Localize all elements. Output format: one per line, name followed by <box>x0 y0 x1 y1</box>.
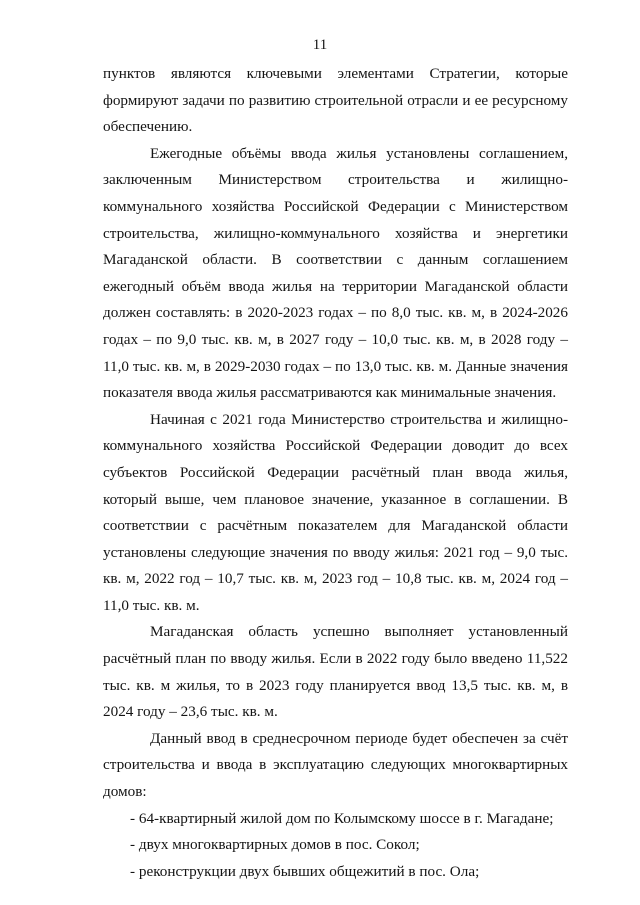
page-number: 11 <box>312 37 328 53</box>
list-item: - реконструкции двух бывших общежитий в пос. Ола; <box>130 862 480 880</box>
paragraph-continuation: пунктов являются ключевыми элементами Стратегии, которые формируют задачи по развитию строительной отрасли и ее ресурсному обеспечению. <box>103 65 568 136</box>
paragraph-plan-fulfillment: Магаданская область успешно выполняет установленный расчётный план по вводу жилья. Если в 2022 году было введено 11,522 тыс. кв. м жилья, то в 2023 году планируется ввод 13,5 тыс. кв. м, в 2024 году – 23,6 тыс. кв. м. <box>103 623 568 721</box>
paragraph-calculated-plan: Начиная с 2021 года Министерство строительства и жилищно-коммунального хозяйства Российской Федерации доводит до всех субъектов Российской Федерации расчётный план ввода жилья, который выше, чем плановое значение, указанное в соглашении. В соответствии с расчётным показателем для Магаданской области установлены следующие значения по вводу жилья: 2021 год – 9,0 тыс. кв. м, 2022 год – 10,7 тыс. кв. м, 2023 год – 10,8 тыс. кв. м, 2024 год – 11,0 тыс. кв. м. <box>103 410 568 614</box>
document-body <box>103 61 568 885</box>
list-item: - 64-квартирный жилой дом по Колымскому шоссе в г. Магадане; <box>130 809 554 827</box>
paragraph-housing-volumes: Ежегодные объёмы ввода жилья установлены соглашением, заключенным Министерством строительства и жилищно-коммунального хозяйства Российской Федерации с Министерством строительства, жилищно-коммунального хозяйства и энергетики Магаданской области. В соответствии с данным соглашением ежегодный объём ввода жилья на территории Магаданской области должен составлять: в 2020-2023 годах – по 8,0 тыс. кв. м, в 2024-2026 годах – по 9,0 тыс. кв. м, в 2027 году – 10,0 тыс. кв. м, в 2028 году – 11,0 тыс. кв. м, в 2029-2030 годах – по 13,0 тыс. кв. м. Данные значения показателя ввода жилья рассматриваются как минимальные значения. <box>103 144 568 402</box>
paragraph-construction-sources: Данный ввод в среднесрочном периоде будет обеспечен за счёт строительства и ввода в эксплуатацию следующих многоквартирных домов: <box>103 729 568 801</box>
list-item: - двух многоквартирных домов в пос. Сокол; <box>130 836 420 854</box>
